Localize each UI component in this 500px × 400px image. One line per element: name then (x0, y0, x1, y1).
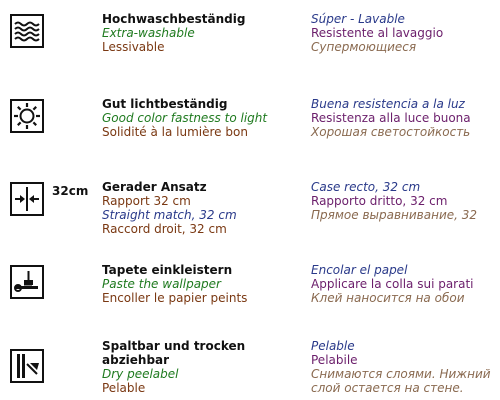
left-text-block (102, 339, 302, 395)
french-label: Solidité à la lumière bon (102, 125, 248, 139)
french-label: Raccord droit, 32 cm (102, 222, 227, 236)
match-measure-label: 32cm (52, 184, 89, 198)
french-label: Lessivable (102, 40, 165, 54)
french-label: Encoller le papier peints (102, 291, 248, 305)
left-text-block (102, 97, 302, 139)
italian-label: Pelabile (311, 353, 358, 367)
german-label: Gerader Ansatz (102, 180, 207, 194)
german-rapport-label: Rapport 32 cm (102, 194, 191, 208)
russian-label: Снимаются слоями. Нижний слой остается на стене. (311, 367, 491, 395)
spanish-label: Súper - Lavable (311, 12, 405, 26)
german-label: Tapete einkleistern (102, 263, 233, 277)
english-label: Dry peelabel (102, 367, 179, 381)
paste-wallpaper-icon (10, 265, 44, 299)
german-label: Spaltbar und trocken abziehbar (102, 339, 246, 367)
right-text-block (311, 339, 496, 395)
right-text-block (311, 97, 496, 139)
english-label: Paste the wallpaper (102, 277, 221, 291)
dry-peelable-icon (10, 349, 44, 383)
spanish-label: Pelable (311, 339, 355, 353)
french-label: Pelable (102, 381, 146, 395)
left-text-block (102, 12, 302, 54)
sun-lightfast-icon (10, 99, 44, 133)
right-text-block (311, 180, 496, 222)
russian-label: Супермоющиеся (311, 40, 417, 54)
right-text-block (311, 12, 496, 54)
english-label: Good color fastness to light (102, 111, 268, 125)
washable-waves-icon (10, 14, 44, 48)
right-text-block (311, 263, 496, 305)
german-label: Gut lichtbeständig (102, 97, 228, 111)
spanish-label: Encolar el papel (311, 263, 408, 277)
russian-label: Клей наносится на обои (311, 291, 465, 305)
english-label: Straight match, 32 cm (102, 208, 237, 222)
spanish-label: Case recto, 32 cm (311, 180, 421, 194)
spanish-label: Buena resistencia a la luz (311, 97, 465, 111)
left-text-block (102, 180, 302, 236)
english-label: Extra-washable (102, 26, 195, 40)
italian-label: Resistenza alla luce buona (311, 111, 471, 125)
russian-label: Прямое выравнивание, 32 (311, 208, 478, 222)
german-label: Hochwaschbeständig (102, 12, 246, 26)
italian-label: Rapporto dritto, 32 cm (311, 194, 448, 208)
italian-label: Resistente al lavaggio (311, 26, 444, 40)
italian-label: Applicare la colla sui parati (311, 277, 474, 291)
straight-match-arrows-icon (10, 182, 44, 216)
left-text-block (102, 263, 302, 305)
russian-label: Хорошая светостойкость (311, 125, 471, 139)
